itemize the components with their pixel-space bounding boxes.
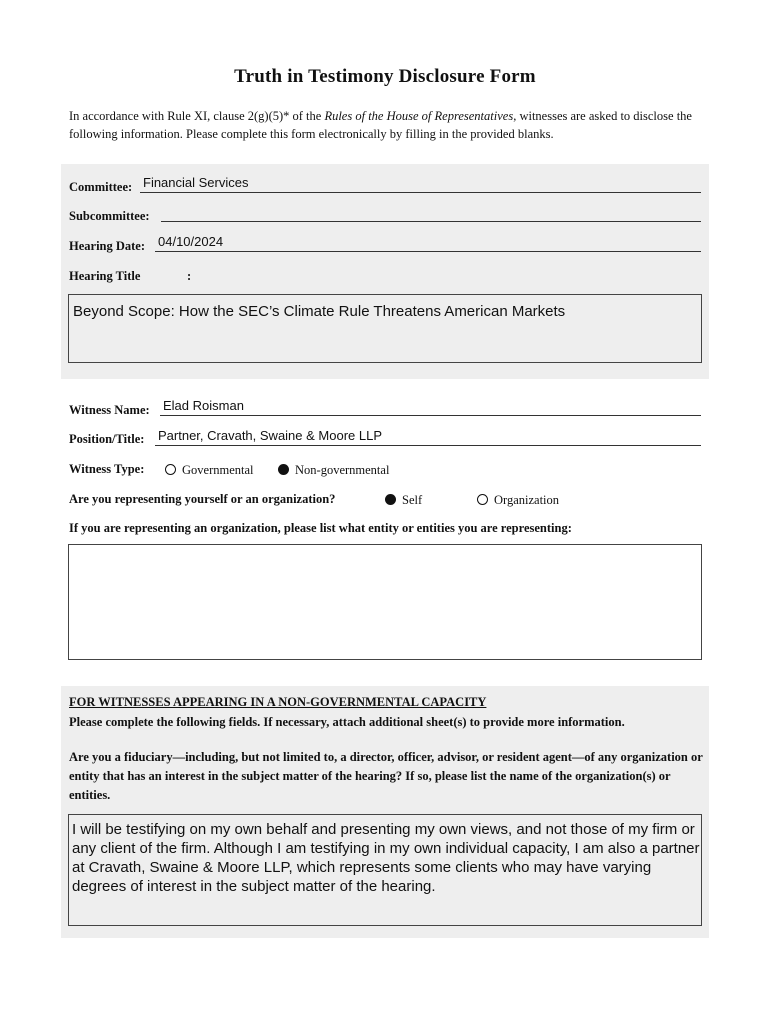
- committee-field[interactable]: [140, 174, 701, 193]
- position-title-field[interactable]: [155, 427, 701, 446]
- organization-label: Organization: [494, 493, 560, 507]
- witness-name-label: Witness Name:: [69, 403, 150, 417]
- intro-text-before: In accordance with Rule XI, clause 2(g)(5)* of the: [69, 109, 325, 123]
- hearing-title-field[interactable]: [68, 294, 702, 363]
- position-title-value: Partner, Cravath, Swaine & Moore LLP: [158, 428, 383, 443]
- witness-type-label: Witness Type:: [69, 462, 145, 476]
- hearing-title-value: Beyond Scope: How the SEC’s Climate Rule Threatens American Markets: [73, 303, 566, 320]
- self-radio-selected[interactable]: [385, 494, 396, 505]
- hearing-title-label: Hearing Title: [69, 269, 141, 283]
- self-label: Self: [402, 493, 423, 507]
- represent-organization-option[interactable]: [477, 491, 559, 509]
- nongovernmental-instruction: Please complete the following fields. If necessary, attach additional sheet(s) to provide more information.: [69, 715, 625, 729]
- governmental-label: Governmental: [182, 463, 254, 477]
- witness-type-nongovernmental-option[interactable]: [278, 461, 389, 479]
- form-title: Truth in Testimony Disclosure Form: [234, 66, 536, 87]
- nongovernmental-radio-selected[interactable]: [278, 464, 289, 475]
- position-title-label: Position/Title:: [69, 432, 145, 446]
- subcommittee-label: Subcommittee:: [69, 209, 150, 223]
- entities-field[interactable]: [68, 544, 702, 660]
- hearing-date-field[interactable]: [155, 233, 701, 252]
- hearing-date-value: 04/10/2024: [158, 234, 224, 249]
- organization-radio[interactable]: [477, 494, 488, 505]
- committee-value: Financial Services: [143, 175, 249, 190]
- committee-label: Committee:: [69, 180, 133, 194]
- intro-text-italic: Rules of the House of Representatives: [324, 109, 514, 123]
- hearing-date-label: Hearing Date:: [69, 239, 146, 253]
- witness-name-field[interactable]: [160, 397, 701, 416]
- fiduciary-answer-field[interactable]: [68, 814, 702, 926]
- fiduciary-answer-value: I will be testifying on my own behalf and presenting my own views, and not those of my firm or any client of the firm. Although I am testifying in my own individual capacity, I am also a partner at Cravath, Swaine & Moore LLP, which represents some clients who may have varying degrees of interest in the subject matter of the hearing.: [72, 821, 700, 895]
- fiduciary-question: Are you a fiduciary—including, but not limited to, a director, officer, advisor, or resident agent—of any organization or entity that has an interest in the subject matter of the hearing? If so, please list the name of the organization(s) or entities.: [69, 750, 703, 802]
- witness-type-governmental-option[interactable]: [165, 461, 254, 479]
- entities-label: If you are representing an organization, please list what entity or entities you are representing:: [69, 521, 572, 535]
- intro-paragraph: [69, 107, 709, 143]
- intro-text-after: , witnesses are asked to disclose the following information. Please complete this form electronically by filling in the provided blanks.: [69, 109, 692, 141]
- represent-self-option[interactable]: [385, 491, 422, 509]
- subcommittee-field[interactable]: [161, 203, 701, 222]
- witness-name-value: Elad Roisman: [163, 398, 244, 413]
- nongovernmental-label: Non-governmental: [295, 463, 390, 477]
- hearing-title-colon: :: [187, 269, 192, 283]
- representing-question: Are you representing yourself or an organization?: [69, 492, 336, 506]
- governmental-radio[interactable]: [165, 464, 176, 475]
- nongovernmental-heading: FOR WITNESSES APPEARING IN A NON-GOVERNMENTAL CAPACITY: [69, 695, 487, 709]
